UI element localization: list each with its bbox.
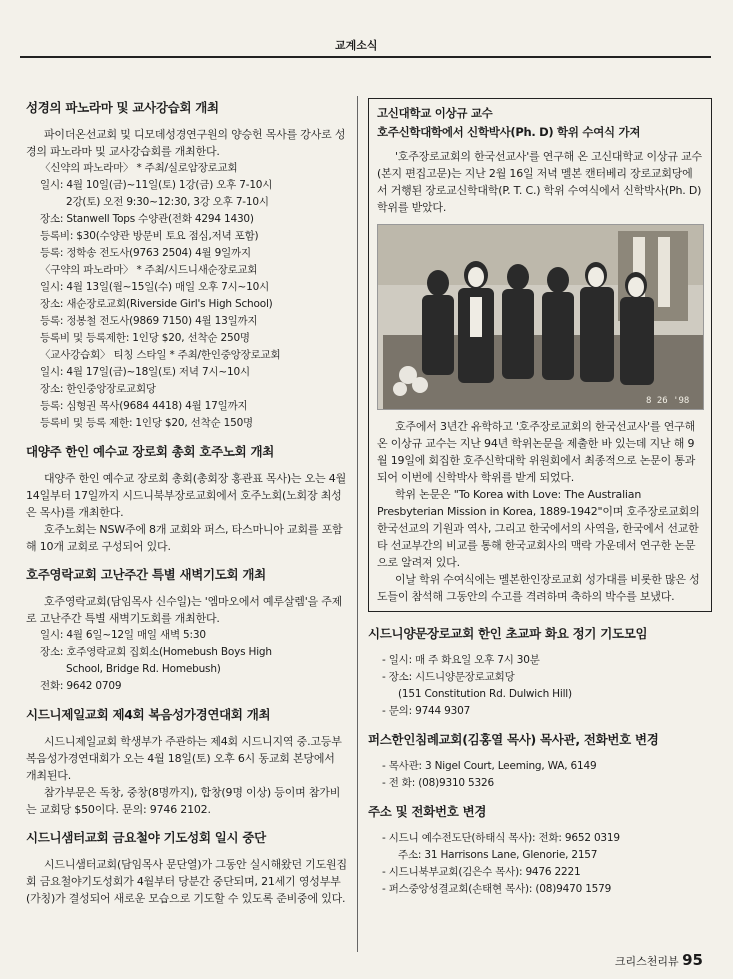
detail-line: 일시: 4월 13일(월~15일(수) 매일 오후 7시~10시 bbox=[40, 281, 270, 293]
detail-line: 장소: 호주영락교회 집회소(Homebush Boys High bbox=[40, 646, 272, 658]
article-title: 주소 및 전화번호 변경 bbox=[368, 804, 487, 819]
detail-line: 〈신약의 파노라마〉 * 주최/실로암장로교회 bbox=[40, 162, 238, 174]
detail-line: 장소: 한인중앙장로교회당 bbox=[40, 383, 156, 395]
article-paragraph: 호주노회는 NSW주에 8개 교회와 퍼스, 타스마니아 교회를 포함해 10개 교회로 구성되어 있다. bbox=[26, 523, 343, 553]
header-rule bbox=[20, 56, 711, 58]
column-divider bbox=[357, 96, 358, 952]
article-title: 대양주 한인 예수교 장로회 총회 호주노회 개최 bbox=[26, 444, 275, 459]
ceremony-photo bbox=[377, 224, 704, 410]
detail-line: 등록: 정학송 전도사(9763 2504) 4월 9일까지 bbox=[40, 247, 251, 259]
photo-date-stamp: 8 26 '98 bbox=[646, 396, 690, 406]
article-paragraph: 시드니샘터교회(담임목사 문단열)가 그동안 실시해왔던 기도원집회 금요철야기도성회가 4월부터 당분간 중단되며, 21세기 영성부부(가칭)가 결성되어 새로운 모습으로 기도할 수 있도록 준비중에 있다. bbox=[26, 858, 347, 905]
detail-line: - 장소: 시드니양문장로교회당 bbox=[382, 671, 515, 683]
detail-line: 전화: 9642 0709 bbox=[40, 680, 122, 692]
detail-line: - 퍼스중앙성결교회(손태현 목사): (08)9470 1579 bbox=[382, 883, 612, 895]
detail-line: 〈구약의 파노라마〉 * 주최/시드니새순장로교회 bbox=[40, 264, 258, 276]
detail-line: - 전 화: (08)9310 5326 bbox=[382, 777, 494, 789]
detail-line: - 목사관: 3 Nigel Court, Leeming, WA, 6149 bbox=[382, 760, 597, 772]
detail-line: - 시드니북부교회(김은수 목사): 9476 2221 bbox=[382, 866, 581, 878]
detail-line: 등록: 정봉철 전도사(9869 7150) 4월 13일까지 bbox=[40, 315, 258, 327]
box-title-line2: 호주신학대학에서 신학박사(Ph. D) 학위 수여식 가져 bbox=[377, 125, 641, 139]
ceremony-photo-graphic bbox=[378, 225, 703, 409]
article-paragraph: 참가부문은 독창, 중창(8명까지), 합창(9명 이상) 등이며 참가비는 교회당 $50이다. 문의: 9746 2102. bbox=[26, 786, 341, 816]
article-intro: 호주영락교회(담임목사 신수일)는 '엠마오에서 예루살렘'을 주제로 고난주간 특별 새벽기도회를 개최한다. bbox=[26, 595, 343, 625]
detail-line: 등록비: $30(수양관 방문비 토요 점심,저녁 포함) bbox=[40, 230, 259, 242]
page-number: 95 bbox=[682, 951, 703, 969]
detail-line: 주소: 31 Harrisons Lane, Glenorie, 2157 bbox=[398, 849, 598, 861]
article-title: 시드니샘터교회 금요철야 기도성회 일시 중단 bbox=[26, 830, 266, 845]
article-title: 퍼스한인침례교회(김홍열 목사) 목사관, 전화번호 변경 bbox=[368, 732, 659, 747]
event-details bbox=[26, 160, 348, 432]
page-footer bbox=[615, 951, 703, 969]
detail-line: School, Bridge Rd. Homebush) bbox=[66, 663, 221, 675]
article-intro: 파이더온선교회 및 디모데성경연구원의 양승헌 목사를 강사로 성경의 파노라마 및 교사강습회를 개최한다. bbox=[26, 128, 346, 158]
box-paragraph: 호주에서 3년간 유학하고 '호주장로교회의 한국선교사'를 연구해 온 이상규 교수는 지난 94년 학위논문을 제출한 바 있는데 지난 해 9월 19일에 회집한 호주신학대학 위원회에서 최종적으로 논문이 통과되어 이번에 신학박사 학위를 받게 되었다. bbox=[377, 420, 696, 484]
detail-line: 〈교사강습회〉 티칭 스타일 * 주최/한인중앙장로교회 bbox=[40, 349, 281, 361]
magazine-name: 크리스천리뷰 bbox=[614, 955, 679, 968]
detail-line: 장소: 새순장로교회(Riverside Girl's High School) bbox=[40, 298, 273, 310]
article-title: 성경의 파노라마 및 교사강습회 개최 bbox=[26, 100, 219, 115]
detail-line: 장소: Stanwell Tops 수양관(전화 4294 1430) bbox=[40, 213, 254, 225]
box-paragraph: 학위 논문은 "To Korea with Love: The Australian Presbyterian Mission in Korea, 1889-1942"이며 호주장로교회의 한국선교의 기원과 역사, 그리고 한국에서의 사역을, 한국에서 선교한 타 선교부간의 비교를 통해 한국교회사의 맥락 가운데서 연구한 논문으로 알려져 있다. bbox=[377, 488, 700, 569]
article-paragraph: 대양주 한인 예수교 장로회 총회(총회장 홍관표 목사)는 오는 4월 14일부터 17일까지 시드니북부장로교회에서 호주노회(노회장 최성은 목사)를 개최한다. bbox=[26, 472, 347, 519]
left-column bbox=[26, 98, 348, 907]
detail-line: - 일시: 매 주 화요일 오후 7시 30분 bbox=[382, 654, 540, 666]
detail-line: 등록비 및 등록제한: 1인당 $20, 선착순 250명 bbox=[40, 332, 250, 344]
article-title: 시드니양문장로교회 한인 초교파 화요 정기 기도모임 bbox=[368, 626, 648, 641]
article-paragraph: 시드니제일교회 학생부가 주관하는 제4회 시드니지역 중.고등부 복음성가경연대회가 오는 4월 18일(토) 오후 6시 동교회 본당에서 개최된다. bbox=[26, 735, 342, 782]
detail-line: - 시드니 예수전도단(하태식 목사): 전화: 9652 0319 bbox=[382, 832, 620, 844]
detail-line: 등록: 심형권 목사(9684 4418) 4월 17일까지 bbox=[40, 400, 248, 412]
detail-line: 일시: 4월 6일~12일 매일 새벽 5:30 bbox=[40, 629, 206, 641]
article-title: 시드니제일교회 제4회 복음성가경연대회 개최 bbox=[26, 707, 271, 722]
right-column bbox=[368, 98, 712, 898]
detail-line: 일시: 4월 10일(금)~11일(토) 1강(금) 오후 7-10시 bbox=[40, 179, 273, 191]
box-title-line1: 고신대학교 이상규 교수 bbox=[377, 106, 493, 120]
box-lead-paragraph: '호주장로교회의 한국선교사'를 연구해 온 고신대학교 이상규 교수(본지 편집고문)는 지난 2월 16일 저녁 멜본 캔터베리 장로교회당에서 거행된 장로교신학대학(P. T. C.) 학위 수여식에서 신학박사(Ph. D) 학위를 받았다. bbox=[377, 150, 702, 214]
featured-article-box bbox=[368, 98, 712, 612]
section-tag: 교계소식 bbox=[335, 39, 378, 52]
detail-line: 2강(토) 오전 9:30~12:30, 3강 오후 7-10시 bbox=[66, 196, 269, 208]
detail-line: - 문의: 9744 9307 bbox=[382, 705, 471, 717]
detail-line: 일시: 4월 17일(금)~18일(토) 저녁 7시~10시 bbox=[40, 366, 250, 378]
detail-line: 등록비 및 등록 제한: 1인당 $20, 선착순 150명 bbox=[40, 417, 254, 429]
detail-line: (151 Constitution Rd. Dulwich Hill) bbox=[398, 688, 572, 700]
box-paragraph: 이날 학위 수여식에는 멜본한인장로교회 성가대를 비롯한 많은 성도들이 참석해 그동안의 수고를 격려하며 축하의 박수를 보냈다. bbox=[377, 573, 700, 603]
article-title: 호주영락교회 고난주간 특별 새벽기도회 개최 bbox=[26, 567, 266, 582]
